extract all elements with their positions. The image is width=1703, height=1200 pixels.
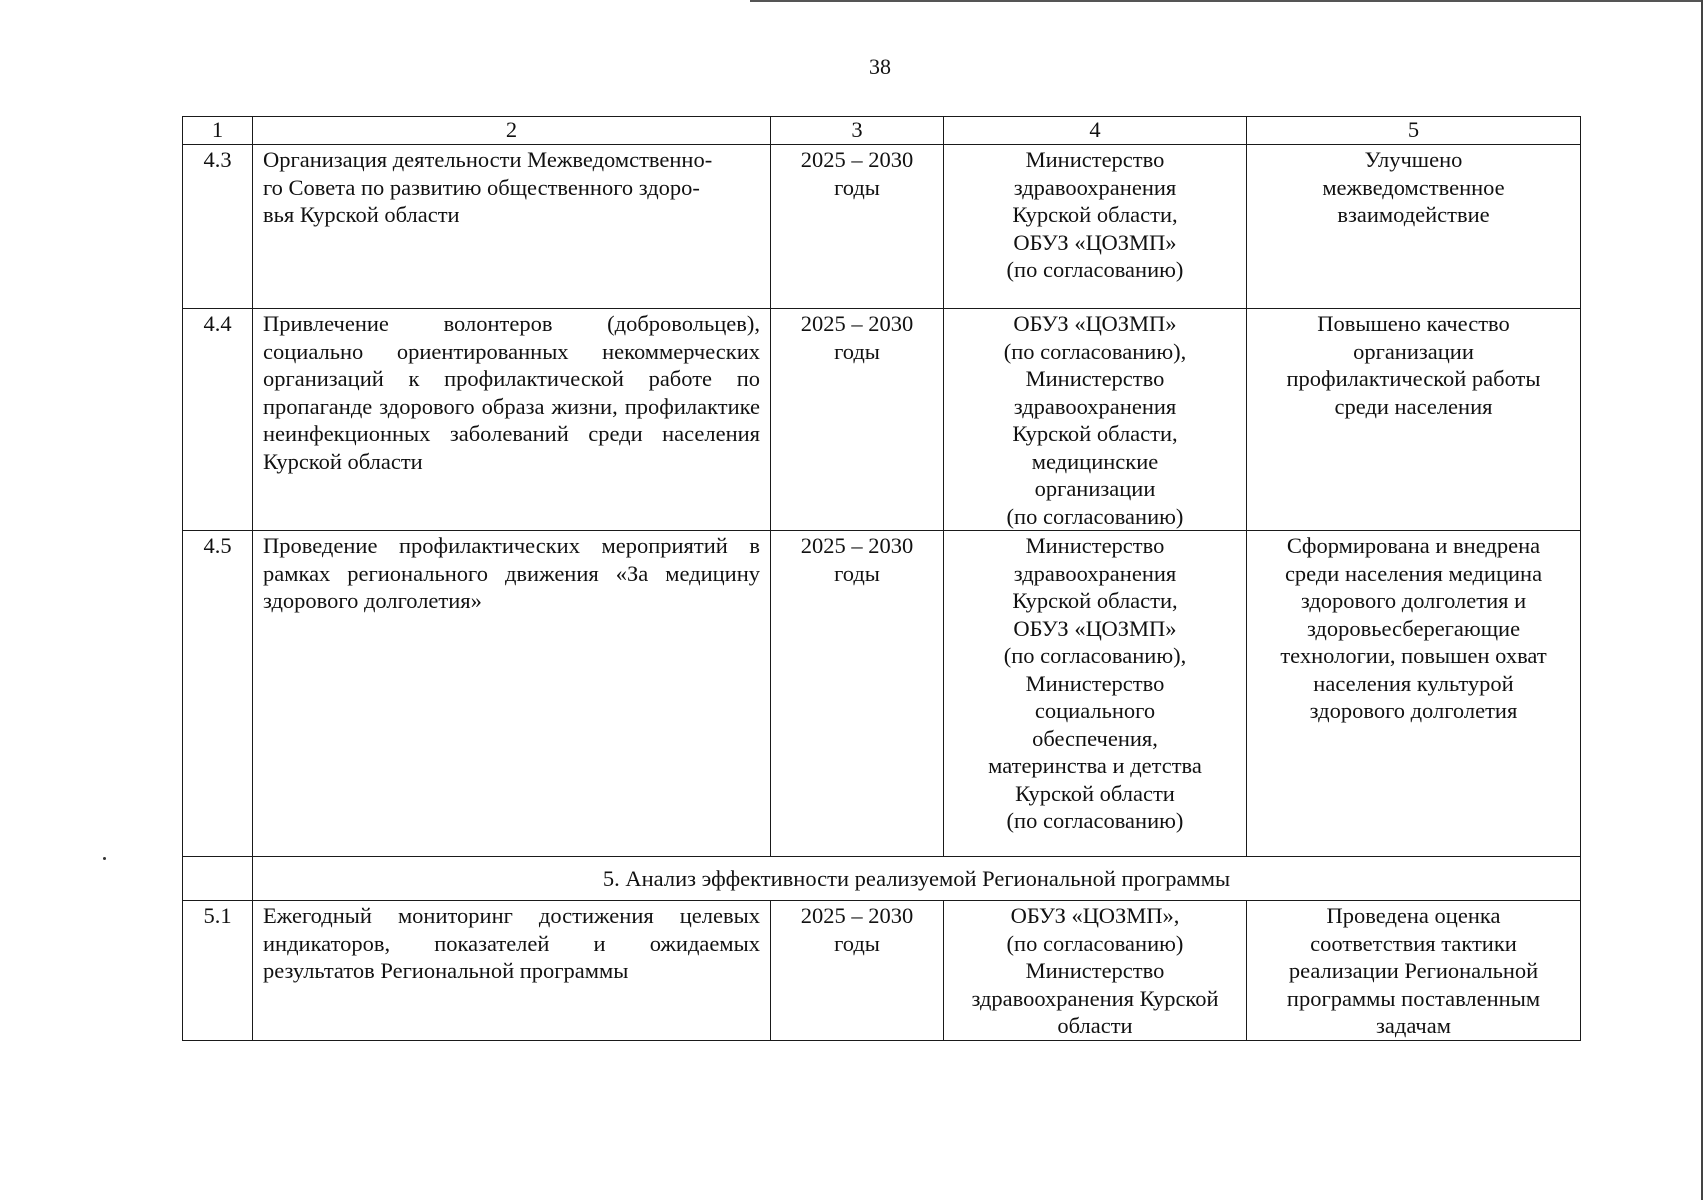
activity-result: Повышено качество организации профилактической работы среди населения [1247, 309, 1581, 531]
column-number-1: 1 [183, 117, 253, 145]
column-number-5: 5 [1247, 117, 1581, 145]
activity-executor: Министерство здравоохранения Курской области, ОБУЗ «ЦОЗМП» (по согласованию), Министерство социального обеспечения, материнства и детства Курской области (по согласованию) [944, 531, 1247, 857]
activity-name: Привлечение волонтеров (добровольцев), социально ориентированных некоммерческих организаций к профилактической работе по пропаганде здорового образа жизни, профилактике неинфекционных заболеваний среди населения Курской области [253, 309, 771, 531]
page-number: 38 [869, 54, 891, 79]
column-number-3: 3 [771, 117, 944, 145]
activity-result: Сформирована и внедрена среди населения медицина здорового долголетия и здоровьесберегающие технологии, повышен охват населения культурой здорового долголетия [1247, 531, 1581, 857]
item-number: 4.4 [183, 309, 253, 531]
table-row [183, 901, 1581, 1041]
activity-name: Ежегодный мониторинг достижения целевых индикаторов, показателей и ожидаемых результатов Региональной программы [253, 901, 771, 1041]
section-title: 5. Анализ эффективности реализуемой Региональной программы [253, 857, 1581, 901]
table-row [183, 531, 1581, 857]
section-row [183, 857, 1581, 901]
activity-result: Проведена оценка соответствия тактики реализации Региональной программы поставленным задачам [1247, 901, 1581, 1041]
item-number: 4.3 [183, 145, 253, 309]
activity-result: Улучшено межведомственное взаимодействие [1247, 145, 1581, 309]
column-number-row [183, 117, 1581, 145]
column-number-2: 2 [253, 117, 771, 145]
activity-term: 2025 – 2030 годы [771, 531, 944, 857]
activities-table [182, 116, 1581, 1041]
activity-executor: Министерство здравоохранения Курской области, ОБУЗ «ЦОЗМП» (по согласованию) [944, 145, 1247, 309]
table-row [183, 145, 1581, 309]
scan-edge-top [750, 0, 1703, 2]
item-number: 5.1 [183, 901, 253, 1041]
scan-speck [103, 857, 106, 860]
activity-term: 2025 – 2030 годы [771, 309, 944, 531]
activity-executor: ОБУЗ «ЦОЗМП» (по согласованию), Министерство здравоохранения Курской области, медицинские организации (по согласованию) [944, 309, 1247, 531]
section-number-cell [183, 857, 253, 901]
table-row [183, 309, 1581, 531]
activity-executor: ОБУЗ «ЦОЗМП», (по согласованию) Министерство здравоохранения Курской области [944, 901, 1247, 1041]
activity-term: 2025 – 2030 годы [771, 145, 944, 309]
activity-name: Проведение профилактических мероприятий в рамках регионального движения «За медицину здорового долголетия» [253, 531, 771, 857]
column-number-4: 4 [944, 117, 1247, 145]
activity-term: 2025 – 2030 годы [771, 901, 944, 1041]
activity-name: Организация деятельности Межведомственно- го Совета по развитию общественного здоро- вья Курской области [253, 145, 771, 309]
item-number: 4.5 [183, 531, 253, 857]
